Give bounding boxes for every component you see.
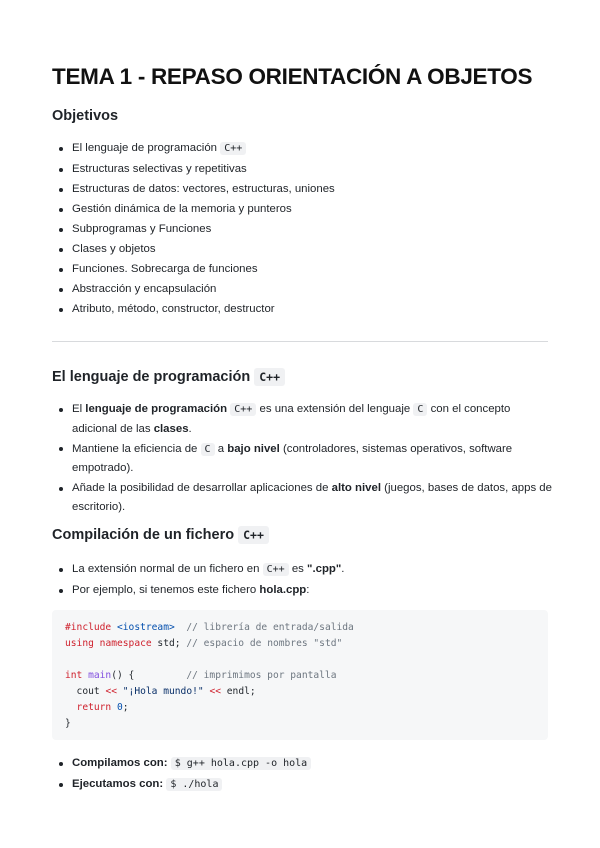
list-item: El lenguaje de programación C++ [54,138,554,159]
section-divider [52,341,548,342]
list-item: Estructuras de datos: vectores, estructuras, uniones [54,179,554,199]
heading-code: C++ [238,526,269,544]
code-line: int main() { // imprimimos por pantalla [65,670,337,681]
list-item: Añade la posibilidad de desarrollar aplicaciones de alto nivel (juegos, bases de datos, apps de escritorio). [54,479,554,516]
compile-command[interactable]: $ g++ hola.cpp -o hola [171,757,311,770]
inline-code: C++ [220,142,246,155]
list-item: Mantiene la eficiencia de C a bajo nivel (controladores, sistemas operativos, software empotrado). [54,440,554,478]
list-item: Atributo, método, constructor, destructor [54,299,554,319]
objetivos-list [54,138,554,319]
code-line: } [65,718,71,729]
list-item: Estructuras selectivas y repetitivas [54,159,554,179]
list-item: Compilamos con: $ g++ hola.cpp -o hola [54,753,554,774]
list-item: Por ejemplo, si tenemos este fichero hola.cpp: [54,580,554,600]
list-item: Clases y objetos [54,239,554,259]
list-item: Abstracción y encapsulación [54,279,554,299]
objetivos-heading: Objetivos [52,108,119,124]
inline-code: C [413,403,427,416]
list-item: Subprogramas y Funciones [54,219,554,239]
commands-list [54,753,554,795]
code-line: #include <iostream> // librería de entrada/salida [65,622,354,633]
code-line: using namespace std; // espacio de nombres "std" [65,638,343,649]
lenguaje-list [54,400,554,518]
lenguaje-heading: El lenguaje de programación C++ [52,369,285,385]
code-line: cout << "¡Hola mundo!" << endl; [65,686,256,697]
compilacion-heading: Compilación de un fichero C++ [52,527,269,543]
code-block[interactable] [52,610,548,740]
compilacion-list [54,559,554,600]
page-title: TEMA 1 - REPASO ORIENTACIÓN A OBJETOS [52,64,533,89]
list-item: La extensión normal de un fichero en C++ es ".cpp". [54,559,554,580]
list-item: Ejecutamos con: $ ./hola [54,774,554,795]
inline-code: C [201,443,215,456]
inline-code: C++ [230,403,256,416]
list-item: Funciones. Sobrecarga de funciones [54,259,554,279]
list-item: Gestión dinámica de la memoria y punteros [54,199,554,219]
inline-code: C++ [263,563,289,576]
run-command[interactable]: $ ./hola [166,778,222,791]
list-item: El lenguaje de programación C++ es una extensión del lenguaje C con el concepto adicional de las clases. [54,400,554,438]
heading-code: C++ [254,368,285,386]
code-line: return 0; [65,702,129,713]
